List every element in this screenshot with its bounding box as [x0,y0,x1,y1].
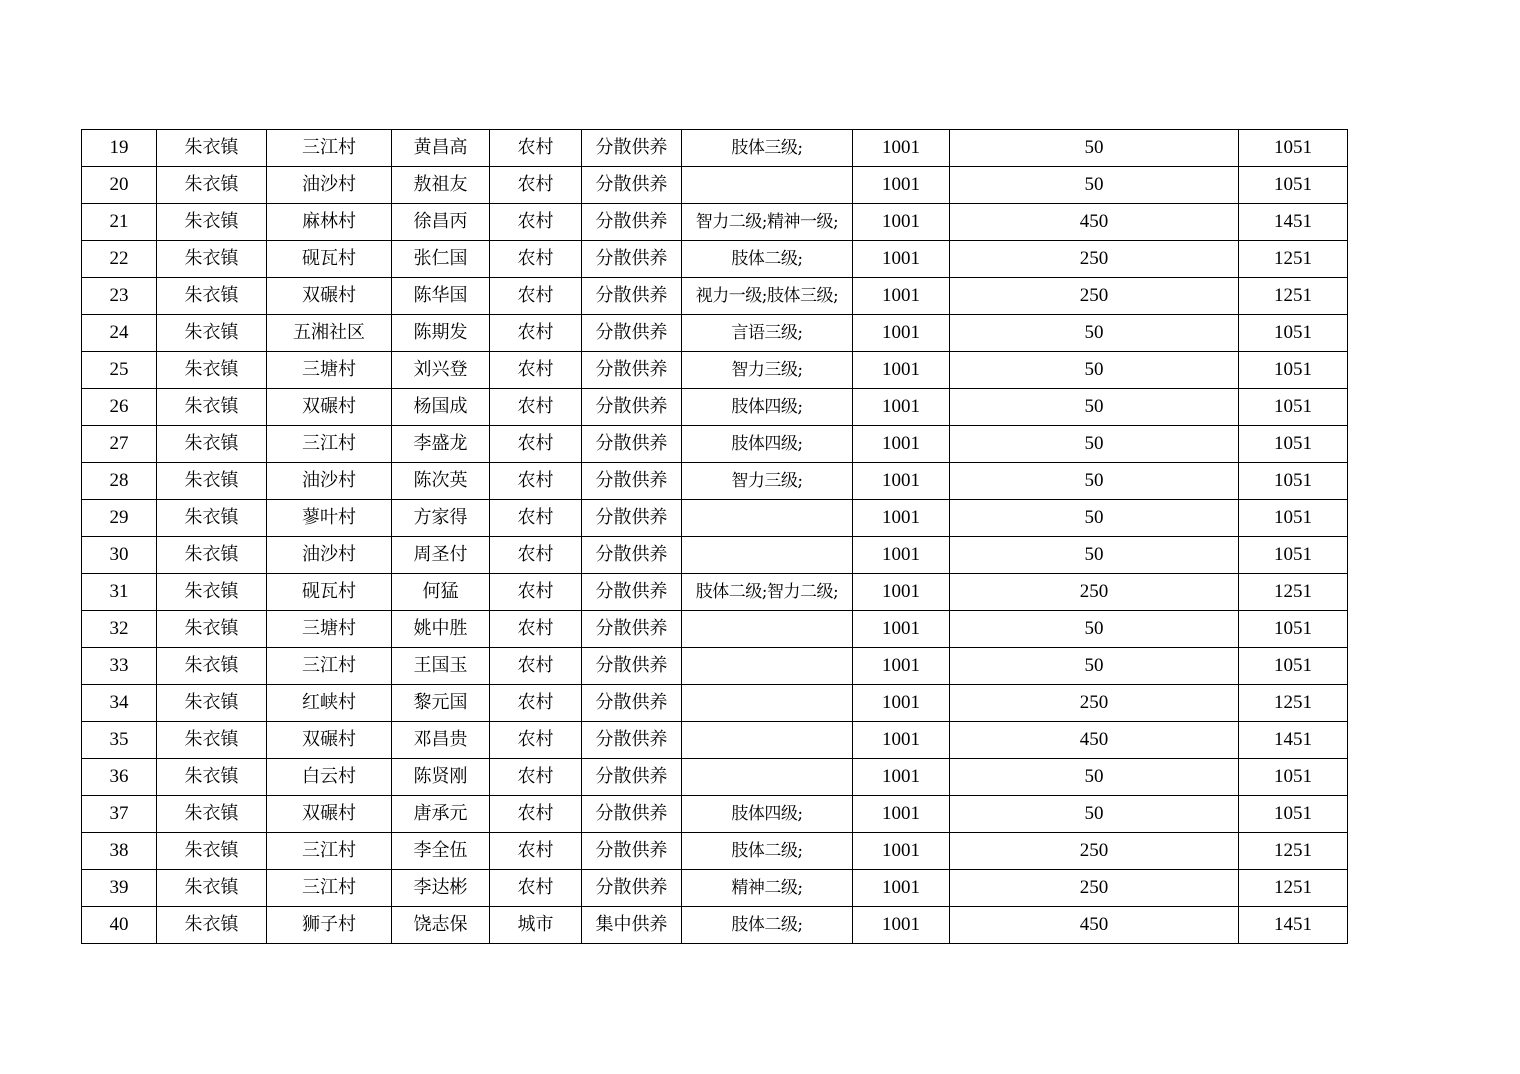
cell-number: 29 [82,500,157,537]
cell-total-amount: 1051 [1239,315,1348,352]
cell-number: 34 [82,685,157,722]
table-row [82,167,1348,204]
cell-area-type: 农村 [490,537,582,574]
cell-extra-amount: 50 [950,389,1239,426]
cell-town: 朱衣镇 [157,833,267,870]
cell-area-type: 农村 [490,611,582,648]
cell-town: 朱衣镇 [157,537,267,574]
cell-name: 李盛龙 [392,426,490,463]
cell-area-type: 农村 [490,500,582,537]
cell-village: 油沙村 [267,537,392,574]
table-row [82,389,1348,426]
cell-village: 油沙村 [267,463,392,500]
cell-name: 陈华国 [392,278,490,315]
cell-base-amount: 1001 [853,648,950,685]
cell-base-amount: 1001 [853,315,950,352]
cell-total-amount: 1051 [1239,537,1348,574]
cell-name: 黄昌高 [392,130,490,167]
cell-support-type: 分散供养 [582,352,682,389]
cell-base-amount: 1001 [853,426,950,463]
cell-number: 24 [82,315,157,352]
cell-village: 三塘村 [267,611,392,648]
cell-name: 王国玉 [392,648,490,685]
cell-number: 37 [82,796,157,833]
cell-support-type: 分散供养 [582,167,682,204]
cell-extra-amount: 450 [950,907,1239,944]
cell-town: 朱衣镇 [157,352,267,389]
cell-village: 麻林村 [267,204,392,241]
cell-name: 李全伍 [392,833,490,870]
cell-village: 三江村 [267,648,392,685]
cell-support-type: 分散供养 [582,204,682,241]
cell-area-type: 农村 [490,574,582,611]
cell-town: 朱衣镇 [157,722,267,759]
cell-base-amount: 1001 [853,870,950,907]
cell-area-type: 农村 [490,130,582,167]
cell-number: 28 [82,463,157,500]
cell-base-amount: 1001 [853,907,950,944]
cell-disability [682,722,853,759]
cell-town: 朱衣镇 [157,463,267,500]
table-row [82,500,1348,537]
table-row [82,574,1348,611]
table-row [82,537,1348,574]
cell-village: 砚瓦村 [267,574,392,611]
cell-village: 红峡村 [267,685,392,722]
cell-disability [682,167,853,204]
cell-disability: 肢体二级; [682,241,853,278]
cell-town: 朱衣镇 [157,574,267,611]
cell-support-type: 分散供养 [582,759,682,796]
cell-support-type: 分散供养 [582,130,682,167]
cell-total-amount: 1051 [1239,389,1348,426]
cell-total-amount: 1251 [1239,278,1348,315]
table-row [82,315,1348,352]
table-row [82,611,1348,648]
cell-town: 朱衣镇 [157,500,267,537]
cell-disability [682,648,853,685]
cell-area-type: 农村 [490,204,582,241]
cell-extra-amount: 50 [950,759,1239,796]
cell-town: 朱衣镇 [157,796,267,833]
cell-support-type: 集中供养 [582,907,682,944]
cell-name: 刘兴登 [392,352,490,389]
cell-support-type: 分散供养 [582,463,682,500]
cell-name: 张仁国 [392,241,490,278]
cell-area-type: 农村 [490,426,582,463]
cell-area-type: 农村 [490,722,582,759]
cell-number: 31 [82,574,157,611]
cell-disability: 肢体三级; [682,130,853,167]
cell-total-amount: 1051 [1239,130,1348,167]
cell-number: 38 [82,833,157,870]
cell-total-amount: 1051 [1239,759,1348,796]
cell-support-type: 分散供养 [582,426,682,463]
cell-extra-amount: 250 [950,574,1239,611]
cell-village: 狮子村 [267,907,392,944]
cell-name: 李达彬 [392,870,490,907]
cell-area-type: 农村 [490,833,582,870]
cell-extra-amount: 50 [950,352,1239,389]
table-row [82,685,1348,722]
cell-disability: 智力二级;精神一级; [682,204,853,241]
cell-base-amount: 1001 [853,204,950,241]
cell-number: 40 [82,907,157,944]
cell-disability: 肢体四级; [682,796,853,833]
cell-base-amount: 1001 [853,167,950,204]
cell-area-type: 农村 [490,315,582,352]
cell-support-type: 分散供养 [582,796,682,833]
cell-area-type: 农村 [490,796,582,833]
cell-name: 饶志保 [392,907,490,944]
cell-town: 朱衣镇 [157,759,267,796]
cell-disability: 肢体二级; [682,907,853,944]
cell-total-amount: 1451 [1239,204,1348,241]
cell-extra-amount: 450 [950,204,1239,241]
cell-base-amount: 1001 [853,463,950,500]
cell-town: 朱衣镇 [157,907,267,944]
cell-disability [682,759,853,796]
cell-name: 方家得 [392,500,490,537]
cell-area-type: 农村 [490,389,582,426]
cell-disability: 肢体二级; [682,833,853,870]
cell-total-amount: 1051 [1239,796,1348,833]
cell-town: 朱衣镇 [157,389,267,426]
cell-name: 黎元国 [392,685,490,722]
table-row [82,907,1348,944]
cell-name: 姚中胜 [392,611,490,648]
cell-number: 23 [82,278,157,315]
cell-base-amount: 1001 [853,574,950,611]
cell-town: 朱衣镇 [157,426,267,463]
table-row [82,759,1348,796]
cell-support-type: 分散供养 [582,648,682,685]
cell-disability [682,611,853,648]
cell-area-type: 农村 [490,648,582,685]
cell-village: 三江村 [267,130,392,167]
cell-name: 邓昌贵 [392,722,490,759]
cell-disability [682,685,853,722]
cell-extra-amount: 50 [950,537,1239,574]
cell-extra-amount: 50 [950,315,1239,352]
cell-total-amount: 1051 [1239,611,1348,648]
cell-support-type: 分散供养 [582,389,682,426]
cell-total-amount: 1251 [1239,870,1348,907]
cell-area-type: 农村 [490,685,582,722]
cell-disability: 智力三级; [682,352,853,389]
cell-base-amount: 1001 [853,833,950,870]
cell-support-type: 分散供养 [582,278,682,315]
table-body [82,130,1348,944]
cell-base-amount: 1001 [853,611,950,648]
cell-number: 19 [82,130,157,167]
cell-disability: 智力三级; [682,463,853,500]
cell-total-amount: 1051 [1239,167,1348,204]
cell-base-amount: 1001 [853,389,950,426]
cell-town: 朱衣镇 [157,648,267,685]
cell-extra-amount: 450 [950,722,1239,759]
table-row [82,426,1348,463]
cell-support-type: 分散供养 [582,833,682,870]
cell-disability: 视力一级;肢体三级; [682,278,853,315]
cell-disability: 肢体四级; [682,426,853,463]
cell-town: 朱衣镇 [157,241,267,278]
cell-village: 砚瓦村 [267,241,392,278]
cell-area-type: 农村 [490,870,582,907]
cell-extra-amount: 50 [950,167,1239,204]
cell-name: 杨国成 [392,389,490,426]
cell-base-amount: 1001 [853,685,950,722]
cell-number: 26 [82,389,157,426]
cell-base-amount: 1001 [853,278,950,315]
cell-area-type: 农村 [490,463,582,500]
cell-number: 32 [82,611,157,648]
table-row [82,278,1348,315]
table-row [82,204,1348,241]
cell-town: 朱衣镇 [157,167,267,204]
cell-village: 双碾村 [267,796,392,833]
cell-village: 三塘村 [267,352,392,389]
cell-number: 35 [82,722,157,759]
table-row [82,463,1348,500]
cell-name: 敖祖友 [392,167,490,204]
table-row [82,870,1348,907]
cell-disability: 肢体四级; [682,389,853,426]
table-row [82,648,1348,685]
cell-extra-amount: 50 [950,426,1239,463]
cell-village: 三江村 [267,426,392,463]
cell-number: 27 [82,426,157,463]
cell-support-type: 分散供养 [582,611,682,648]
cell-village: 双碾村 [267,278,392,315]
cell-base-amount: 1001 [853,500,950,537]
cell-village: 五湘社区 [267,315,392,352]
cell-name: 徐昌丙 [392,204,490,241]
cell-base-amount: 1001 [853,796,950,833]
cell-name: 周圣付 [392,537,490,574]
cell-extra-amount: 50 [950,463,1239,500]
cell-disability: 言语三级; [682,315,853,352]
table-row [82,352,1348,389]
cell-extra-amount: 250 [950,241,1239,278]
cell-name: 陈期发 [392,315,490,352]
cell-area-type: 城市 [490,907,582,944]
cell-town: 朱衣镇 [157,685,267,722]
cell-total-amount: 1251 [1239,685,1348,722]
cell-area-type: 农村 [490,352,582,389]
cell-town: 朱衣镇 [157,204,267,241]
cell-name: 何猛 [392,574,490,611]
cell-area-type: 农村 [490,167,582,204]
cell-total-amount: 1251 [1239,241,1348,278]
cell-number: 30 [82,537,157,574]
cell-number: 39 [82,870,157,907]
cell-number: 36 [82,759,157,796]
cell-total-amount: 1451 [1239,722,1348,759]
cell-extra-amount: 50 [950,611,1239,648]
cell-disability [682,537,853,574]
cell-support-type: 分散供养 [582,685,682,722]
cell-support-type: 分散供养 [582,315,682,352]
cell-total-amount: 1251 [1239,833,1348,870]
cell-village: 双碾村 [267,389,392,426]
table-row [82,833,1348,870]
cell-town: 朱衣镇 [157,278,267,315]
cell-number: 22 [82,241,157,278]
cell-name: 唐承元 [392,796,490,833]
cell-name: 陈贤刚 [392,759,490,796]
cell-village: 白云村 [267,759,392,796]
cell-number: 25 [82,352,157,389]
cell-total-amount: 1051 [1239,648,1348,685]
cell-support-type: 分散供养 [582,537,682,574]
cell-town: 朱衣镇 [157,870,267,907]
cell-name: 陈次英 [392,463,490,500]
cell-extra-amount: 50 [950,130,1239,167]
cell-town: 朱衣镇 [157,315,267,352]
cell-area-type: 农村 [490,241,582,278]
table-row [82,130,1348,167]
cell-town: 朱衣镇 [157,611,267,648]
cell-village: 双碾村 [267,722,392,759]
cell-base-amount: 1001 [853,130,950,167]
cell-number: 21 [82,204,157,241]
cell-support-type: 分散供养 [582,500,682,537]
cell-support-type: 分散供养 [582,722,682,759]
cell-total-amount: 1051 [1239,463,1348,500]
cell-support-type: 分散供养 [582,241,682,278]
cell-total-amount: 1051 [1239,426,1348,463]
cell-extra-amount: 250 [950,870,1239,907]
cell-extra-amount: 250 [950,833,1239,870]
cell-total-amount: 1051 [1239,500,1348,537]
cell-village: 蓼叶村 [267,500,392,537]
cell-extra-amount: 50 [950,500,1239,537]
cell-disability: 肢体二级;智力二级; [682,574,853,611]
cell-support-type: 分散供养 [582,574,682,611]
cell-total-amount: 1251 [1239,574,1348,611]
cell-total-amount: 1451 [1239,907,1348,944]
table-row [82,796,1348,833]
cell-disability [682,500,853,537]
cell-village: 油沙村 [267,167,392,204]
cell-village: 三江村 [267,870,392,907]
table-row [82,722,1348,759]
cell-base-amount: 1001 [853,241,950,278]
cell-base-amount: 1001 [853,722,950,759]
cell-number: 33 [82,648,157,685]
cell-base-amount: 1001 [853,352,950,389]
data-table [81,129,1348,944]
table-row [82,241,1348,278]
cell-total-amount: 1051 [1239,352,1348,389]
cell-extra-amount: 50 [950,648,1239,685]
cell-base-amount: 1001 [853,759,950,796]
cell-extra-amount: 250 [950,685,1239,722]
cell-support-type: 分散供养 [582,870,682,907]
cell-extra-amount: 250 [950,278,1239,315]
cell-number: 20 [82,167,157,204]
cell-town: 朱衣镇 [157,130,267,167]
cell-disability: 精神二级; [682,870,853,907]
cell-area-type: 农村 [490,278,582,315]
cell-area-type: 农村 [490,759,582,796]
cell-village: 三江村 [267,833,392,870]
cell-extra-amount: 50 [950,796,1239,833]
cell-base-amount: 1001 [853,537,950,574]
